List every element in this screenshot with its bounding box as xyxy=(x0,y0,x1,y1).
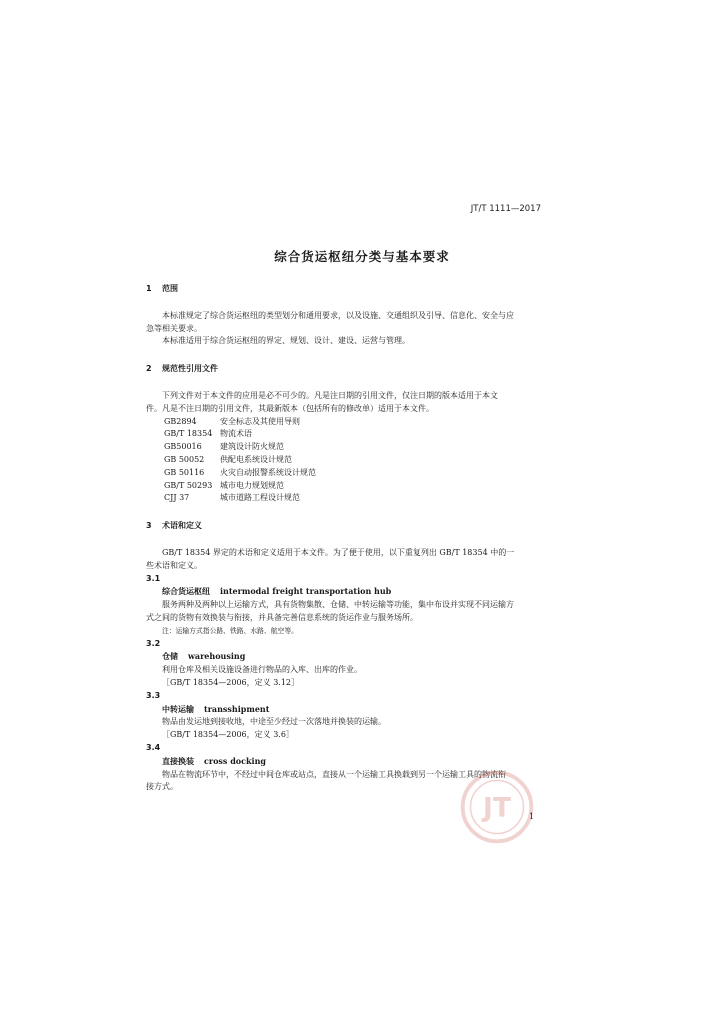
section-1-heading xyxy=(146,283,542,296)
term-name-cn: 仓储 xyxy=(162,652,178,662)
term-definition: 物品由发运地到接收地，中途至少经过一次落地并换装的运输。 xyxy=(162,717,386,727)
reference-title: 安全标志及其使用导则 xyxy=(220,416,300,426)
paragraph-line: 些术语和定义。 xyxy=(146,560,202,570)
term-name-cn: 中转运输 xyxy=(162,704,194,714)
section-title: 范围 xyxy=(162,284,178,293)
stamp-text: JT xyxy=(483,792,511,824)
reference-list xyxy=(146,416,542,506)
term-name-cn: 直接换装 xyxy=(162,756,194,766)
section-title: 术语和定义 xyxy=(162,521,202,531)
term-number: 3.1 xyxy=(146,573,161,583)
reference-code: GB/T 50293 xyxy=(164,480,213,490)
term-definition: 利用仓库及相关设施设备进行物品的入库、出库的作业。 xyxy=(162,665,362,675)
reference-item xyxy=(146,454,542,467)
term-name-en: transshipment xyxy=(204,703,270,714)
reference-code: GB 50116 xyxy=(164,467,205,477)
reference-item xyxy=(146,480,542,493)
paragraph-line: 件。凡是不注日期的引用文件，其最新版本（包括所有的修改单）适用于本文件。 xyxy=(146,403,434,413)
term-name-en: cross docking xyxy=(204,755,267,766)
term-number: 3.2 xyxy=(146,638,161,648)
document-title: 综合货运枢纽分类与基本要求 xyxy=(274,249,450,264)
term-source: ［GB/T 18354—2006，定义 3.12］ xyxy=(162,677,300,687)
paragraph-line: 本标准规定了综合货运枢纽的类型划分和通用要求，以及设施、交通组织及引导、信息化、安全与应 xyxy=(162,310,514,320)
section-number: 1 xyxy=(146,284,152,293)
paragraph-line: 急等相关要求。 xyxy=(146,323,202,333)
reference-code: CJJ 37 xyxy=(164,493,190,503)
term-number: 3.3 xyxy=(146,690,161,700)
reference-item xyxy=(146,428,542,441)
reference-title: 城市电力规划规范 xyxy=(220,480,284,490)
section-title: 规范性引用文件 xyxy=(162,364,218,374)
document-body xyxy=(146,283,542,794)
reference-item xyxy=(146,441,542,454)
reference-title: 城市道路工程设计规范 xyxy=(220,493,300,503)
paragraph: 本标准适用于综合货运枢纽的界定、规划、设计、建设、运营与管理。 xyxy=(162,336,410,346)
reference-title: 物流术语 xyxy=(220,429,252,439)
section-number: 2 xyxy=(146,364,152,374)
term-source: ［GB/T 18354—2006，定义 3.6］ xyxy=(162,730,294,740)
section-number: 3 xyxy=(146,521,152,531)
term-note: 注：运输方式指公路、铁路、水路、航空等。 xyxy=(162,626,298,635)
publisher-stamp-watermark xyxy=(458,768,536,846)
reference-code: GB50016 xyxy=(164,442,202,452)
reference-code: GB 50052 xyxy=(164,454,205,464)
term-name xyxy=(146,755,542,769)
reference-title: 建筑设计防火规范 xyxy=(220,442,284,452)
section-3-heading xyxy=(146,520,542,533)
term-name xyxy=(146,585,542,599)
term-definition-line: 服务两种及两种以上运输方式，具有货物集散、仓储、中转运输等功能，集中布设并实现不同运输方 xyxy=(162,600,514,610)
paragraph-line: GB/T 18354 界定的术语和定义适用于本文件。为了便于使用，以下重复列出 GB/T 18354 中的一 xyxy=(162,547,515,557)
term-number: 3.4 xyxy=(146,742,161,752)
reference-item xyxy=(146,492,542,505)
reference-title: 供配电系统设计规范 xyxy=(220,454,292,464)
reference-item xyxy=(146,416,542,429)
term-definition-line: 接方式。 xyxy=(146,782,178,792)
page-number: 1 xyxy=(529,812,535,821)
term-definition-line: 物品在物流环节中，不经过中间仓库或站点，直接从一个运输工具换载到另一个运输工具的物流衔 xyxy=(162,769,506,779)
reference-item xyxy=(146,467,542,480)
term-name-en: intermodal freight transportation hub xyxy=(220,586,392,597)
reference-code: GB/T 18354 xyxy=(164,429,213,439)
term-definition-line: 式之间的货物有效换装与衔接，并具备完善信息系统的货运作业与服务场所。 xyxy=(146,612,418,622)
term-name-en: warehousing xyxy=(188,651,246,662)
term-name xyxy=(146,703,542,717)
reference-title: 火灾自动报警系统设计规范 xyxy=(220,467,316,477)
section-2-heading xyxy=(146,363,542,376)
reference-code: GB2894 xyxy=(164,416,197,426)
term-name xyxy=(146,650,542,664)
term-name-cn: 综合货运枢纽 xyxy=(162,587,210,597)
paragraph-line: 下列文件对于本文件的应用是必不可少的。凡是注日期的引用文件，仅注日期的版本适用于本文 xyxy=(162,390,498,400)
standard-code: JT/T 1111—2017 xyxy=(470,204,541,214)
